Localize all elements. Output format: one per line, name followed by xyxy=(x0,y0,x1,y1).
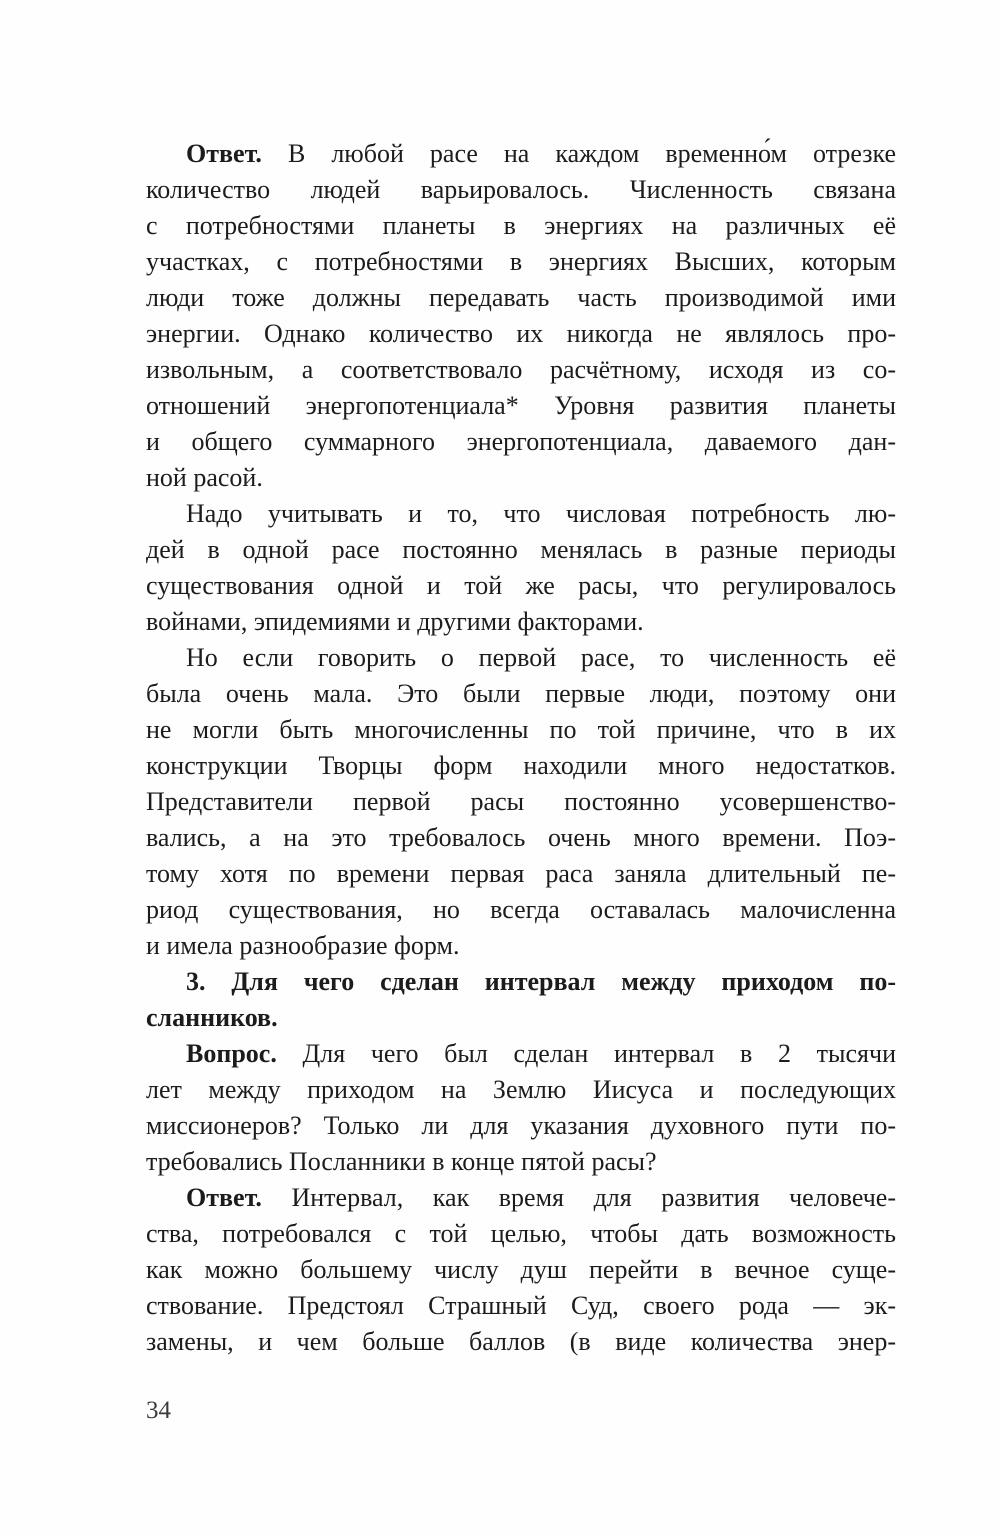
paragraph-answer-2 xyxy=(146,136,896,496)
text-line: требовались Посланники в конце пятой расы? xyxy=(146,1147,657,1176)
text-line: ства, потребовался с той целью, чтобы дать возможность xyxy=(146,1219,896,1248)
text-line: энергии. Однако количество их никогда не являлось про- xyxy=(146,319,896,348)
text-line: тому хотя по времени первая раса заняла длительный пе- xyxy=(146,859,896,888)
text-line: Но если говорить о первой расе, то численность её xyxy=(186,643,896,672)
text-line: риод существования, но всегда оставалась малочисленна xyxy=(146,895,896,924)
text-line: сланников. xyxy=(146,1003,278,1032)
text-line: Вопрос. Для чего был сделан интервал в 2 тысячи xyxy=(186,1039,896,1068)
text-line: была очень мала. Это были первые люди, поэтому они xyxy=(146,679,896,708)
text-line: Надо учитывать и то, что числовая потребность лю- xyxy=(186,499,896,528)
text-line: извольным, а соответствовало расчётному, исходя из со- xyxy=(146,355,896,384)
text-line: и имела разнообразие форм. xyxy=(146,931,460,960)
paragraph-body-2a xyxy=(146,496,896,640)
lead-label: Ответ. xyxy=(186,1183,262,1212)
text-line: отношений энергопотенциала* Уровня развития планеты xyxy=(146,391,896,420)
text-line: 3. Для чего сделан интервал между приходом по- xyxy=(186,967,896,996)
paragraph-question-3 xyxy=(146,1036,896,1180)
text-line: конструкции Творцы форм находили много недостатков. xyxy=(146,751,896,780)
text-block xyxy=(146,136,896,1360)
text-line: не могли быть многочисленны по той причине, что в их xyxy=(146,715,896,744)
text-line: и общего суммарного энергопотенциала, даваемого дан- xyxy=(146,427,896,456)
text-line: Ответ. В любой расе на каждом временно́м отрезке xyxy=(186,139,896,168)
text-line: войнами, эпидемиями и другими факторами. xyxy=(146,607,644,636)
text-line: Ответ. Интервал, как время для развития человече- xyxy=(186,1183,896,1212)
lead-label: Вопрос. xyxy=(186,1039,277,1068)
text-line: количество людей варьировалось. Численность связана xyxy=(146,175,896,204)
text-line: участках, с потребностями в энергиях Высших, которым xyxy=(146,247,896,276)
text-line: ной расой. xyxy=(146,463,263,492)
text-line: Представители первой расы постоянно усовершенство- xyxy=(146,787,896,816)
page-number: 34 xyxy=(146,1397,171,1424)
text-line: дей в одной расе постоянно менялась в разные периоды xyxy=(146,535,896,564)
paragraph-body-2b xyxy=(146,640,896,964)
lead-label: Ответ. xyxy=(186,139,262,168)
paragraph-heading-3 xyxy=(146,964,896,1036)
text-line: вались, а на это требовалось очень много времени. Поэ- xyxy=(146,823,896,852)
text-line: миссионеров? Только ли для указания духовного пути по- xyxy=(146,1111,896,1140)
text-line: ствование. Предстоял Страшный Суд, своего рода — эк- xyxy=(146,1291,896,1320)
text-line: с потребностями планеты в энергиях на различных её xyxy=(146,211,896,240)
text-line: замены, и чем больше баллов (в виде количества энер- xyxy=(146,1327,896,1356)
text-line: существования одной и той же расы, что регулировалось xyxy=(146,571,896,600)
text-line: люди тоже должны передавать часть производимой ими xyxy=(146,283,896,312)
text-line: как можно большему числу душ перейти в вечное суще- xyxy=(146,1255,896,1284)
text-line: лет между приходом на Землю Иисуса и последующих xyxy=(146,1075,896,1104)
paragraph-answer-3 xyxy=(146,1180,896,1360)
